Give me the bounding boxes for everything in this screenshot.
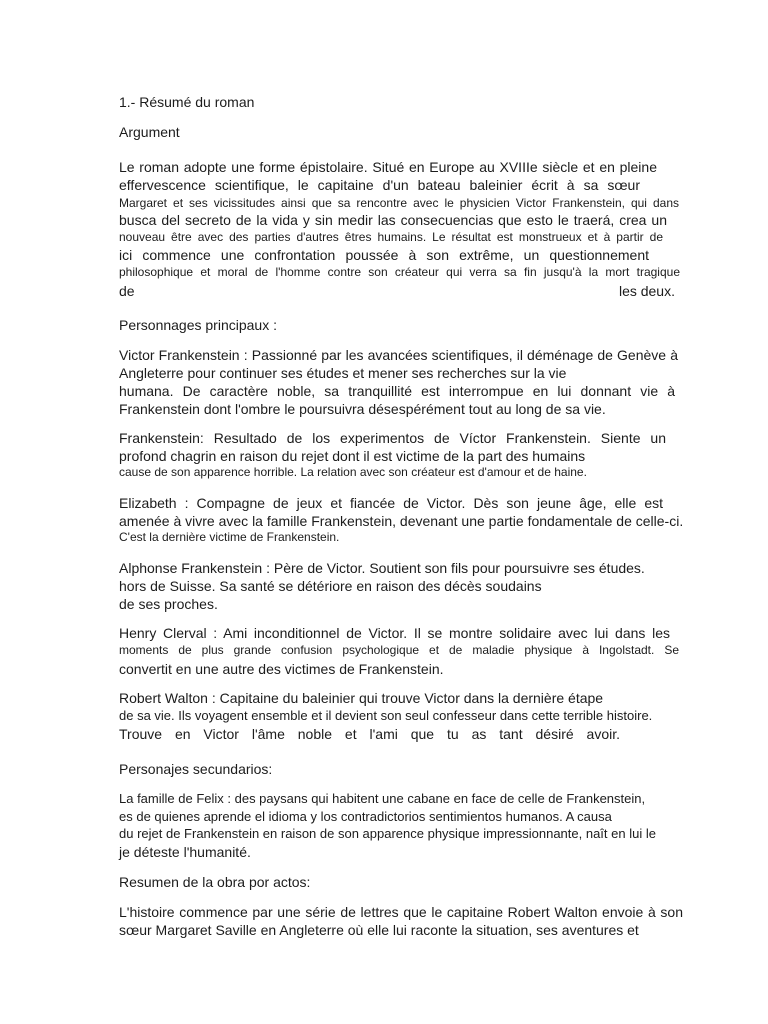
summary-line: L'histoire commence par une série de lettres que le capitaine Robert Walton envoie à son — [119, 904, 683, 920]
felix-line: je déteste l'humanité. — [119, 844, 251, 860]
felix-line: du rejet de Frankenstein en raison de son apparence physique impressionnante, naît en lui le — [119, 826, 656, 841]
summary-line: sœur Margaret Saville en Angleterre où elle lui raconte la situation, ses aventures et — [119, 922, 639, 938]
argument-last-line — [119, 284, 675, 298]
elizabeth-line: C'est la dernière victime de Frankenstein. — [119, 530, 340, 544]
victor-line: Victor Frankenstein : Passionné par les avancées scientifiques, il déménage de Genève à — [119, 347, 678, 363]
henry-line: Henry Clerval : Ami inconditionnel de Victor. Il se montre solidaire avec lui dans les — [119, 625, 670, 641]
henry-line: moments de plus grande confusion psychologique et de maladie physique à Ingolstadt. Se — [119, 643, 679, 657]
creature-line: profond chagrin en raison du rejet dont il est victime de la part des humains — [119, 448, 586, 464]
robert-line: de sa vie. Ils voyagent ensemble et il devient son seul confesseur dans cette terrible histoire. — [119, 708, 653, 723]
argument-title: Argument — [119, 124, 180, 140]
elizabeth-line: Elizabeth : Compagne de jeux et fiancée de Victor. Dès son jeune âge, elle est — [119, 495, 663, 511]
argument-line: Le roman adopte une forme épistolaire. Situé en Europe au XVIIIe siècle et en pleine — [119, 159, 657, 175]
argument-line: ici commence une confrontation poussée à son extrême, un questionnement — [119, 247, 649, 263]
secondary-characters-title: Personajes secundarios: — [119, 761, 273, 777]
argument-last-left: de — [119, 283, 135, 299]
alphonse-line: de ses proches. — [119, 596, 218, 612]
summary-title: Resumen de la obra por actos: — [119, 874, 311, 890]
argument-line: effervescence scientifique, le capitaine d'un bateau baleinier écrit à sa sœur — [119, 177, 640, 193]
elizabeth-line: amenée à vivre avec la famille Frankenstein, devenant une partie fondamentale de celle-ci. — [119, 513, 684, 529]
felix-line: es de quienes aprende el idioma y los contradictorios sentimientos humanos. A causa — [119, 809, 612, 824]
document-heading: 1.- Résumé du roman — [119, 94, 255, 110]
alphonse-line: hors de Suisse. Sa santé se détériore en raison des décès soudains — [119, 578, 542, 594]
alphonse-line: Alphonse Frankenstein : Père de Victor. Soutient son fils pour poursuivre ses études. — [119, 560, 645, 576]
creature-line: cause de son apparence horrible. La relation avec son créateur est d'amour et de haine. — [119, 465, 587, 479]
victor-line: Angleterre pour continuer ses études et mener ses recherches sur la vie — [119, 365, 567, 381]
victor-line: Frankenstein dont l'ombre le poursuivra désespérément tout au long de sa vie. — [119, 401, 606, 417]
argument-line: nouveau être avec des parties d'autres êtres humains. Le résultat est monstrueux et à partir de — [119, 230, 663, 244]
creature-line: Frankenstein: Resultado de los experimentos de Víctor Frankenstein. Siente un — [119, 430, 666, 446]
felix-line: La famille de Felix : des paysans qui habitent une cabane en face de celle de Frankenstein, — [119, 791, 646, 806]
victor-line: humana. De caractère noble, sa tranquillité est interrompue en lui donnant vie à — [119, 383, 675, 399]
robert-line: Robert Walton : Capitaine du baleinier qui trouve Victor dans la dernière étape — [119, 690, 604, 706]
argument-line: busca del secreto de la vida y sin medir las consecuencias que esto le traerá, crea un — [119, 212, 667, 228]
henry-line: convertit en une autre des victimes de Frankenstein. — [119, 661, 444, 677]
argument-line: philosophique et moral de l'homme contre son créateur qui verra sa fin jusqu'à la mort tragique — [119, 265, 680, 279]
argument-line: Margaret et ses vicissitudes ainsi que sa rencontre avec le physicien Victor Frankenstein, qui dans — [119, 196, 679, 210]
argument-last-right: les deux. — [618, 283, 675, 299]
main-characters-title: Personnages principaux : — [119, 317, 277, 333]
robert-line: Trouve en Victor l'âme noble et l'ami que tu as tant désiré avoir. — [119, 726, 620, 742]
